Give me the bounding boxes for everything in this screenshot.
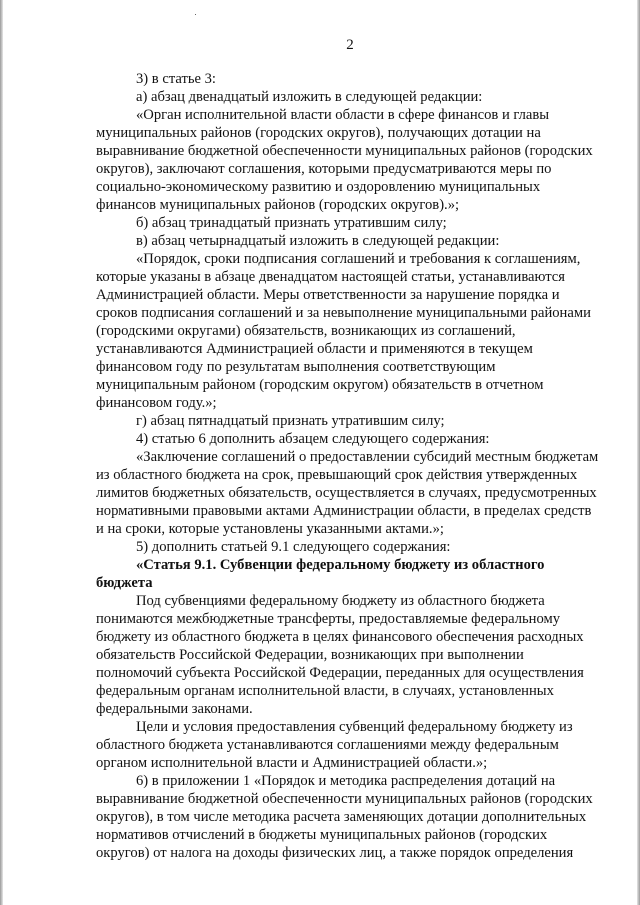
paragraph-item-a: а) абзац двенадцатый изложить в следующей редакции: [136,89,483,105]
paragraph-item-b: б) абзац тринадцатый признать утратившим силу; [136,215,447,231]
document-body [96,70,612,862]
paragraph-subventions-goals: Цели и условия предоставления субвенций федеральному бюджету из областного бюджета устанавливаются соглашениями между федеральным органом исполнительной власти и Администрацией области.»; [96,719,573,771]
paragraph-subventions-definition: Под субвенциями федеральному бюджету из областного бюджета понимаются межбюджетные трансферты, предоставляемые федеральному бюджету из областного бюджета в целях финансового обеспечения расходных обязательств Российской Федерации, возникающих при выполнении полномочий субъекта Российской Федерации, переданных для осуществления федеральным органам исполнительной власти, в случаях, установленных федеральными законами. [96,593,584,717]
paragraph-quote-organ: «Орган исполнительной власти области в сфере финансов и главы муниципальных районов (городских округов), получающих дотации на выравнивание бюджетной обеспеченности муниципальных районов (городских округов), заключают соглашения, которыми предусматриваются меры по социально-экономическому развитию и оздоровлению муниципальных финансов муниципальных районов (городских округов).»; [96,107,593,213]
paragraph-article-6: 4) статью 6 дополнить абзацем следующего содержания: [136,431,490,447]
paragraph-item-g: г) абзац пятнадцатый признать утратившим силу; [136,413,445,429]
paragraph-quote-subsidies: «Заключение соглашений о предоставлении субсидий местным бюджетам из областного бюджета на срок, превышающий срок действия утвержденных лимитов бюджетных обязательств, осуществляется в случаях, предусмотренных нормативными правовыми актами Администрации области, в пределах средств и на сроки, которые установлены указанными актами.»; [96,449,599,537]
paragraph-article-9-1: 5) дополнить статьей 9.1 следующего содержания: [136,539,451,555]
article-9-1-heading: «Статья 9.1. Субвенции федеральному бюджету из областного бюджета [96,557,545,591]
paragraph-appendix-1: 6) в приложении 1 «Порядок и методика распределения дотаций на выравнивание бюджетной обеспеченности муниципальных районов (городских округов), в том числе методика расчета заменяющих дотации дополнительных нормативов отчислений в бюджеты муниципальных районов (городских округов) от налога на доходы физических лиц, а также порядок определения [96,773,593,861]
paragraph-item-v: в) абзац четырнадцатый изложить в следующей редакции: [136,233,500,249]
page-number: 2 [346,37,354,53]
paragraph-article-3: 3) в статье 3: [136,71,216,87]
scan-left-edge [0,0,3,905]
paragraph-quote-poryadok: «Порядок, сроки подписания соглашений и требования к соглашениям, которые указаны в абзаце двенадцатом настоящей статьи, устанавливаются Администрацией области. Меры ответственности за нарушение порядка и сроков подписания соглашений и за невыполнение муниципальными районами (городскими округами) обязательств, возникающих из соглашений, устанавливаются Администрацией области и применяются в текущем финансовом году по результатам выполнения соответствующим муниципальным районом (городским округом) обязательств в отчетном финансовом году.»; [96,251,591,411]
scan-speck [195,14,196,15]
